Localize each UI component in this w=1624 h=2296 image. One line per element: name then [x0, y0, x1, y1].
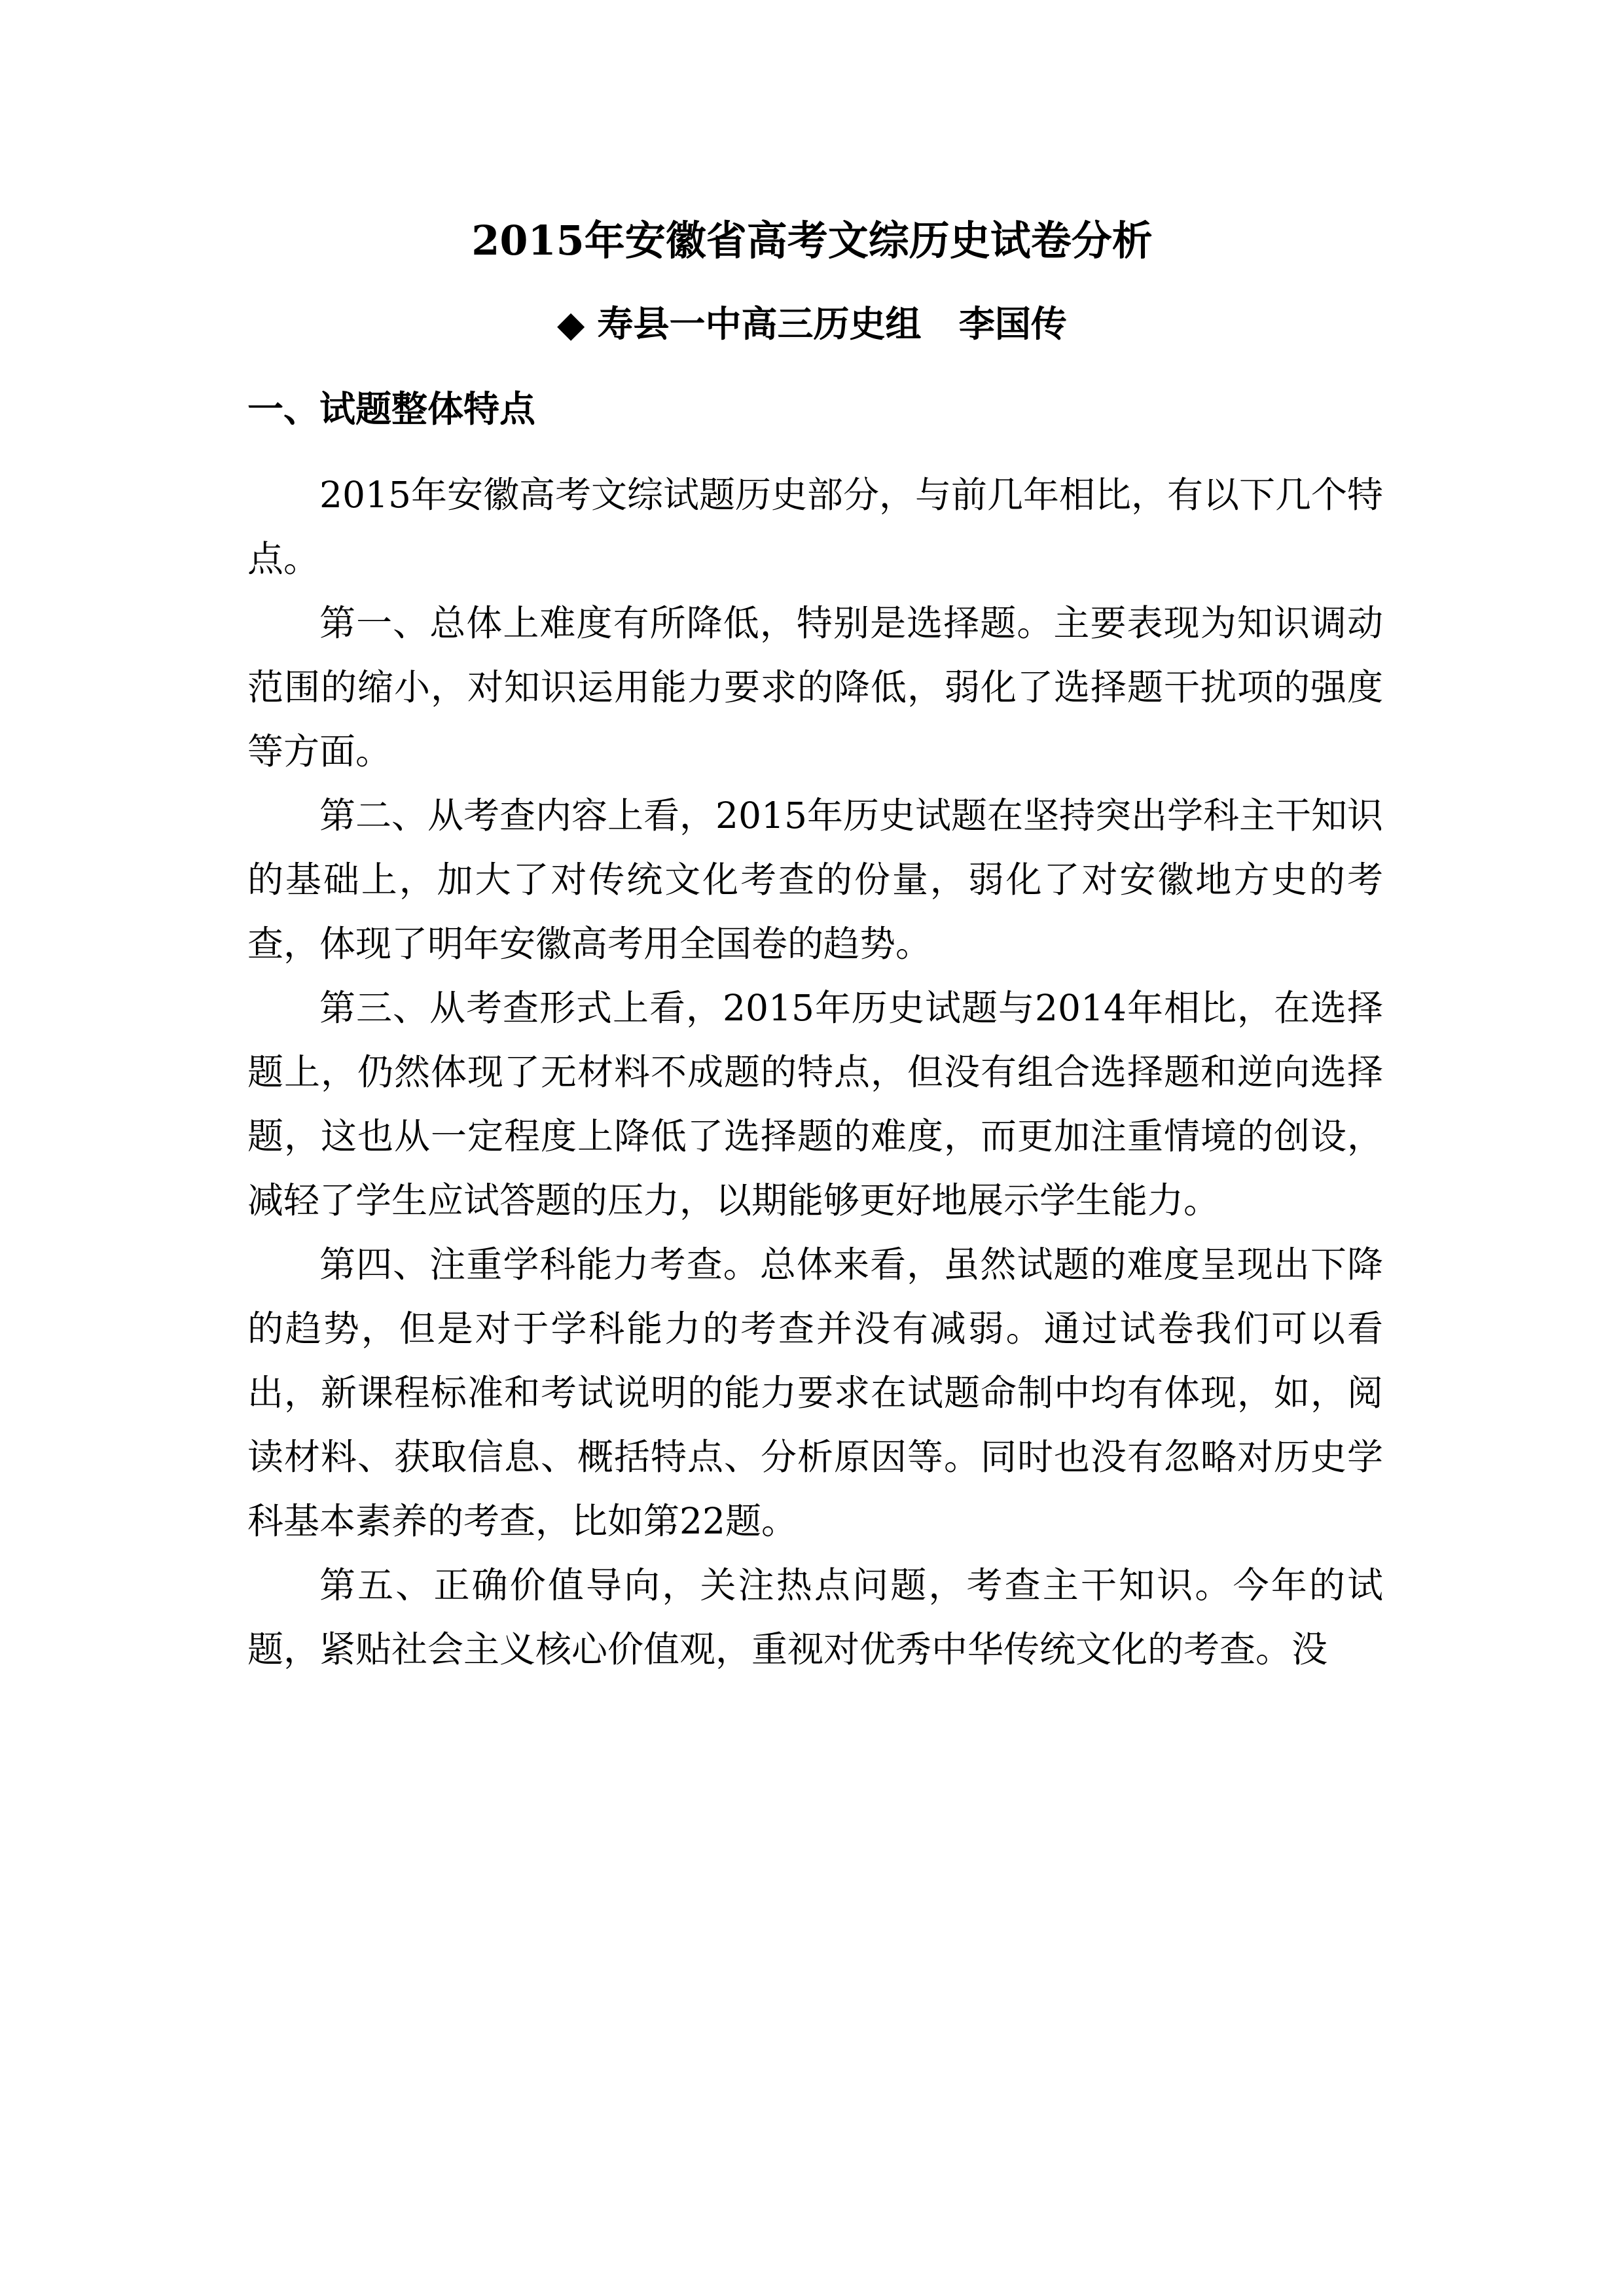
paragraph-point-2: 第二、从考查内容上看，2015年历史试题在坚持突出学科主干知识的基础上，加大了对传统文化考查的份量，弱化了对安徽地方史的考查，体现了明年安徽高考用全国卷的趋势。: [247, 795, 1383, 965]
author-line: ◆ 寿县一中高三历史组 李国传: [557, 302, 1067, 345]
document-title: 2015年安徽省高考文综历史试卷分析: [471, 217, 1153, 264]
body-text: [247, 463, 1383, 1681]
paragraph-point-1: 第一、总体上难度有所降低，特别是选择题。主要表现为知识调动范围的缩小，对知识运用能力要求的降低，弱化了选择题干扰项的强度等方面。: [247, 602, 1383, 772]
paragraph-point-5: 第五、正确价值导向，关注热点问题，考查主干知识。今年的试题，紧贴社会主义核心价值观，重视对优秀中华传统文化的考查。没: [247, 1564, 1383, 1670]
paragraph-intro: 2015年安徽高考文综试题历史部分，与前几年相比，有以下几个特点。: [247, 474, 1383, 580]
paragraph-point-3: 第三、从考查形式上看，2015年历史试题与2014年相比，在选择题上，仍然体现了无材料不成题的特点，但没有组合选择题和逆向选择题，这也从一定程度上降低了选择题的难度，而更加注重情境的创设，减轻了学生应试答题的压力，以期能够更好地展示学生能力。: [247, 987, 1383, 1221]
paragraph-point-4: 第四、注重学科能力考查。总体来看，虽然试题的难度呈现出下降的趋势，但是对于学科能力的考查并没有减弱。通过试卷我们可以看出，新课程标准和考试说明的能力要求在试题命制中均有体现，如，阅读材料、获取信息、概括特点、分析原因等。同时也没有忽略对历史学科基本素养的考查，比如第22题。: [247, 1244, 1383, 1542]
section-heading: 一、试题整体特点: [247, 387, 536, 430]
